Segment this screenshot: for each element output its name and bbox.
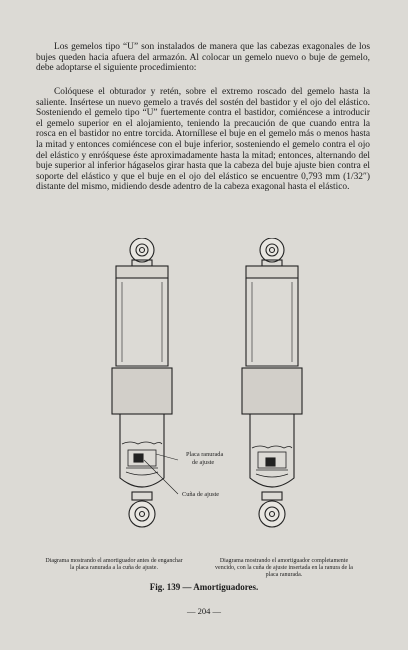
left-absorber: [112, 238, 172, 527]
page-number: — 204 —: [187, 606, 221, 616]
paragraph-1: Los gemelos tipo “U” son instalados de manera que las cabezas exagonales de los bujes queden hacia afuera del armazón. Al colocar un gemelo nuevo o buje de gemelo, debe adoptarse el siguiente procedimiento:: [36, 42, 370, 74]
paragraph-2: Colóquese el obturador y retén, sobre el extremo roscado del gemelo hasta la saliente. Insértese un nuevo gemelo a través del sostén del bastidor y el ojo del elástico. Sosteniendo el gemelo tipo “U” fuertemente contra el bastidor, comiéncese a introducir el gemelo superior en el alojamiento, teniendo la precaución de que cuando entra la rosca en el bastidor no entre torcida. Atorníllese el buje en el gemelo más o menos hasta la mitad y entonces comiéncese con el buje inferior, sosteniendo el gemelo contra el ojo del elástico y enróśquese éste aproximadamente hasta la mitad; entonces, alternando del buje superior al inferior hágaselos girar hasta que la cabeza del buje ajuste bien contra el soporte del elástico y que el buje en el ojo del elástico se encuentre 0,793 mm (1/32″) distante del mismo, midiendo desde adentro de la cabeza exagonal hasta el elástico.: [36, 87, 370, 193]
shock-absorber-figure: [70, 238, 340, 590]
caption-left: Diagrama mostrando el amortiguador antes de enganchar la placa ranurada a la cuña de ajuste.: [45, 558, 183, 571]
figure-title: Fig. 139 — Amortiguadores.: [149, 582, 259, 592]
shock-absorber-diagram: [70, 238, 340, 558]
label-plate-line2: de ajuste: [192, 459, 215, 466]
caption-right: Diagrama mostrando el amortiguador completamente vencido, con la cuña de ajuste insertada en la ranura de la placa ranurada.: [215, 558, 353, 578]
right-absorber: [242, 238, 302, 527]
label-wedge: Cuña de ajuste: [182, 491, 220, 498]
label-plate-line1: Placa ranurada: [186, 451, 224, 458]
